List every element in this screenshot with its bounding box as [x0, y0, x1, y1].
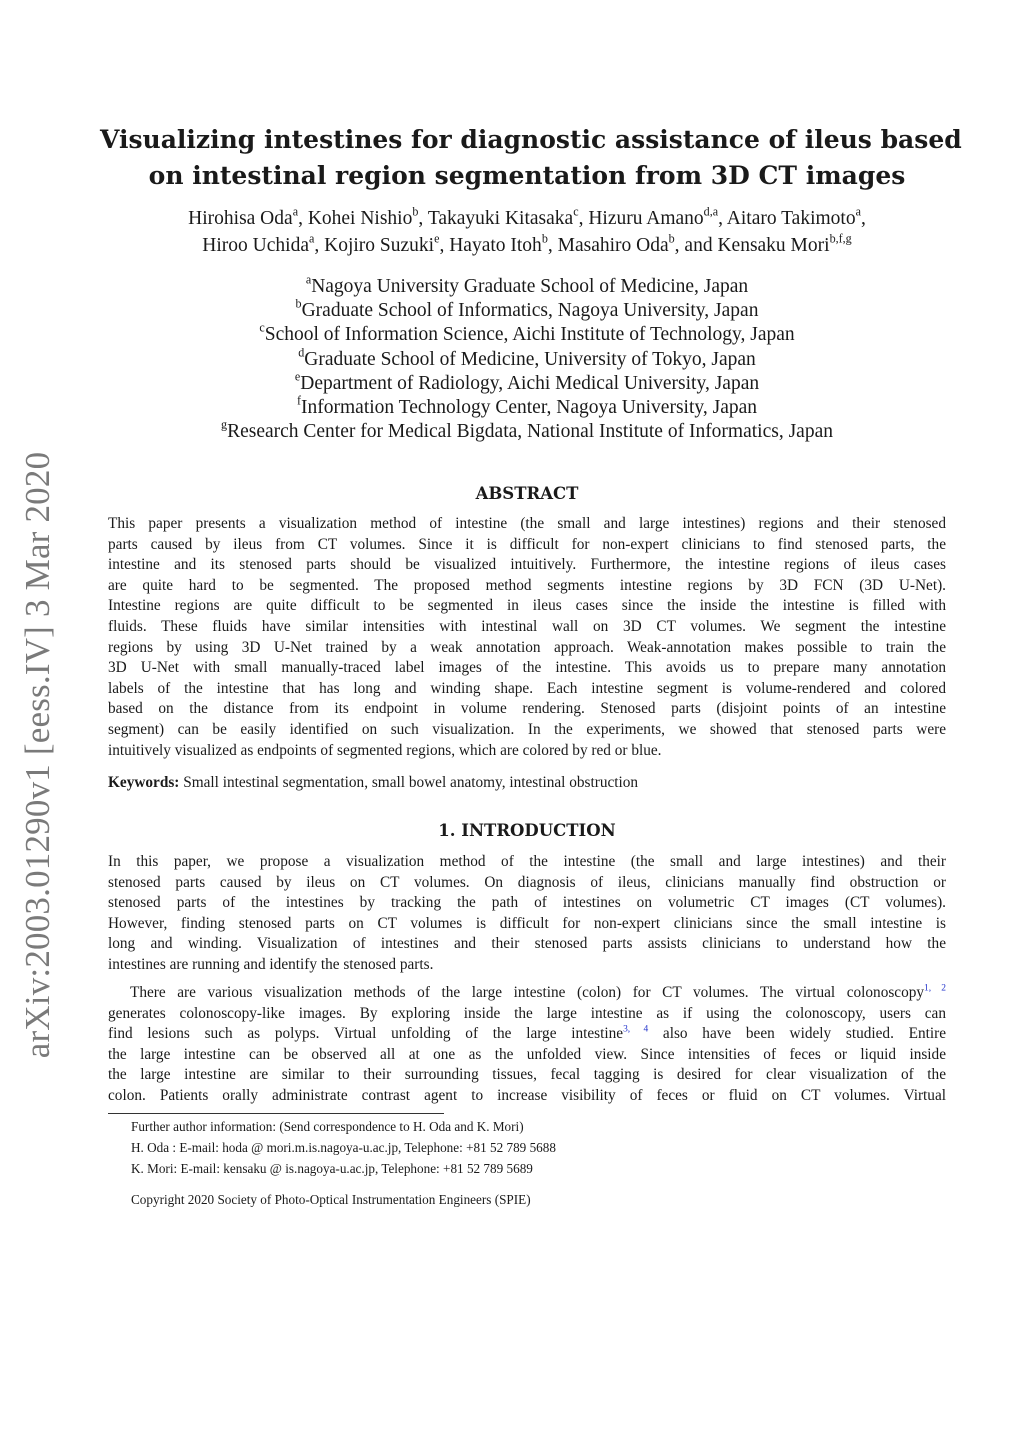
intro-line: intestines are running and identify the stenosed parts.	[108, 955, 434, 973]
abstract-body	[108, 514, 946, 761]
intro-line: In this paper, we propose a visualization method of the intestine (the small and large intestines) and their	[108, 853, 946, 870]
author-name: Kohei Nishio	[307, 208, 413, 229]
abstract-heading: ABSTRACT	[475, 484, 579, 503]
citation-link[interactable]: 3, 4	[623, 1024, 649, 1035]
abstract-line: labels of the intestine that has long and winding shape. Each intestine segment is volume-rendered and colored	[108, 679, 946, 697]
intro-line: stenosed parts caused by ileus on CT volumes. On diagnosis of ileus, clinicians manually find obstruction or	[108, 873, 946, 891]
abstract-line: fluids. These fluids have similar intensities with intestinal wall on 3D CT volumes. We segment the intestine	[108, 617, 946, 635]
citation-link[interactable]: 1, 2	[924, 983, 946, 994]
keywords-text: Small intestinal segmentation, small bowel anatomy, intestinal obstruction	[183, 774, 639, 791]
affiliation-item	[100, 345, 954, 372]
author-affiliation-mark: b	[668, 231, 675, 246]
intro-line	[108, 983, 946, 1004]
author-affiliation-mark: b	[541, 231, 548, 246]
affiliation-mark: g	[221, 417, 228, 432]
keywords-label: Keywords:	[108, 774, 180, 791]
intro-text: There are various visualization methods of the large intestine (colon) for CT volumes. The virtual colonoscopy	[130, 984, 925, 1001]
author-name: Hizuru Amano	[588, 208, 704, 229]
affiliation-text: Nagoya University Graduate School of Medicine, Japan	[311, 276, 749, 297]
footnotes	[131, 1116, 931, 1179]
author-affiliation-mark: a	[855, 204, 861, 219]
author-name: Aitaro Takimoto	[726, 208, 856, 229]
footnote-divider	[108, 1113, 444, 1114]
author-name: Kojiro Suzuki	[324, 235, 435, 256]
introduction-paragraph-2	[108, 983, 946, 1107]
intro-line: However, finding stenosed parts on CT volumes is difficult for non-expert clinicians since the small intestine is	[108, 914, 946, 932]
intro-line: stenosed parts of the intestines by tracking the path of intestines on volumetric CT images (CT volumes).	[108, 894, 946, 912]
affiliation-text: Research Center for Medical Bigdata, National Institute of Informatics, Japan	[227, 421, 833, 443]
copyright-notice: Copyright 2020 Society of Photo-Optical Instrumentation Engineers (SPIE)	[131, 1192, 531, 1207]
author-line: Hirohisa Oda$^a$, Kohei Nishio$^b$, Takayuki Kitasaka$^c$, Hizuru Amano$^{d,a}$, Aitaro Takimoto$^a$,	[188, 204, 866, 229]
affiliation-text: School of Information Science, Aichi Institute of Technology, Japan	[264, 324, 795, 346]
footnote-line: K. Mori: E-mail: kensaku @ is.nagoya-u.ac.jp, Telephone: +81 52 789 5689	[131, 1161, 533, 1176]
abstract-line: 3D U-Net with small manually-traced label images of the intestine. This avoids us to prepare many annotation	[108, 659, 946, 677]
abstract-line: Intestine regions are quite difficult to be segmented in ileus cases since the inside the intestine is filled with	[108, 597, 946, 615]
author-name: Hiroo Uchida	[202, 235, 309, 256]
keywords	[108, 773, 946, 794]
author-affiliation-mark: a	[292, 204, 299, 219]
affiliation-mark: e	[294, 369, 301, 384]
abstract-line: segment) can be easily identified on such visualization. In the experiments, we showed that stenosed parts were	[108, 720, 946, 738]
affiliation-text: Department of Radiology, Aichi Medical University, Japan	[300, 372, 760, 394]
author-name: Kensaku Mori	[717, 235, 830, 256]
affiliation-item	[100, 320, 954, 347]
intro-line: the large intestine are similar to their surrounding tissues, fecal tagging is desired for clear visualization of the	[108, 1066, 946, 1084]
title-line: on intestinal region segmentation from 3D CT images	[148, 161, 906, 190]
intro-text: also have been widely studied. Entire	[648, 1025, 947, 1043]
author-affiliation-mark: a	[308, 231, 315, 246]
author-name: Masahiro Oda	[557, 235, 669, 256]
affiliation-item	[100, 296, 954, 323]
affiliation-item	[100, 417, 954, 444]
affiliation-item	[100, 393, 954, 420]
abstract-line: regions by using 3D U-Net trained by a weak annotation approach. Weak-annotation makes possible to train the	[108, 638, 946, 656]
abstract-line: intestine and its stenosed parts should be visualized intuitively. Furthermore, the intestine regions of ileus cases	[108, 556, 946, 574]
abstract-line: based on the distance from its endpoint in volume rendering. Stenosed parts (disjoint points of an intestine	[108, 700, 946, 718]
author-name: Hayato Itoh	[449, 235, 542, 256]
abstract-line: intuitively visualized as endpoints of segmented regions, which are colored by red or blue.	[108, 741, 662, 759]
affiliation-mark: b	[295, 296, 302, 311]
author-affiliation-mark: c	[573, 204, 579, 219]
footnote-line: Further author information: (Send correspondence to H. Oda and K. Mori)	[131, 1119, 524, 1134]
affiliation-text: Information Technology Center, Nagoya University, Japan	[301, 397, 757, 419]
author-affiliation-mark: d,a	[703, 204, 719, 219]
affiliation-mark: f	[296, 393, 302, 408]
paper-title	[100, 122, 962, 194]
affiliation-mark: a	[305, 272, 312, 287]
arxiv-identifier[interactable]: arXiv:2003.01290v1 [eess.IV] 3 Mar 2020	[18, 451, 57, 1059]
abstract-line: parts caused by ileus from CT volumes. Since it is difficult for non-expert clinicians to find stenosed parts, the	[108, 535, 946, 553]
author-affiliation-mark: e	[434, 231, 440, 246]
affiliation-list	[100, 272, 954, 444]
intro-line: long and winding. Visualization of intestines and their stenosed parts assists clinicians to understand how the	[108, 935, 946, 953]
author-affiliation-mark: b,f,g	[829, 231, 852, 246]
introduction-heading: 1. INTRODUCTION	[438, 821, 616, 840]
footnote-line: H. Oda : E-mail: hoda @ mori.m.is.nagoya-u.ac.jp, Telephone: +81 52 789 5688	[131, 1140, 556, 1155]
abstract-line: are quite hard to be segmented. The proposed method segments intestine regions by 3D FCN (3D U-Net).	[108, 576, 946, 594]
author-line: Hiroo Uchida$^a$, Kojiro Suzuki$^e$, Hayato Itoh$^b$, Masahiro Oda$^b$, and Kensaku Mori$^{b,f,g}$	[202, 231, 852, 256]
affiliation-item	[100, 272, 954, 299]
title-line: Visualizing intestines for diagnostic assistance of ileus based	[100, 125, 962, 154]
affiliation-mark: d	[298, 345, 305, 360]
affiliation-text: Graduate School of Informatics, Nagoya University, Japan	[301, 300, 759, 322]
intro-text: find lesions such as polyps. Virtual unfolding of the large intestine	[108, 1025, 624, 1043]
author-affiliation-mark: b	[412, 204, 419, 219]
author-list	[100, 205, 954, 259]
authors-conjunction: and	[684, 235, 713, 256]
affiliation-text: Graduate School of Medicine, University of Tokyo, Japan	[304, 348, 756, 370]
author-name: Takayuki Kitasaka	[427, 208, 574, 229]
keywords-line	[108, 773, 946, 794]
introduction-paragraph-1	[108, 852, 946, 976]
intro-line: colon. Patients orally administrate contrast agent to increase visibility of feces or fluid on CT volumes. Virtual	[108, 1086, 946, 1104]
intro-line: generates colonoscopy-like images. By exploring inside the large intestine as if using the colonoscopy, users can	[108, 1004, 946, 1022]
abstract-line: This paper presents a visualization method of intestine (the small and large intestines) regions and their stenosed	[108, 515, 946, 532]
intro-line: the large intestine can be observed all at one as the unfolded view. Since intensities of feces or liquid inside	[108, 1045, 946, 1063]
author-name: Hirohisa Oda	[188, 208, 293, 229]
affiliation-item	[100, 369, 954, 396]
intro-line	[108, 1024, 946, 1045]
affiliation-mark: c	[259, 320, 265, 335]
